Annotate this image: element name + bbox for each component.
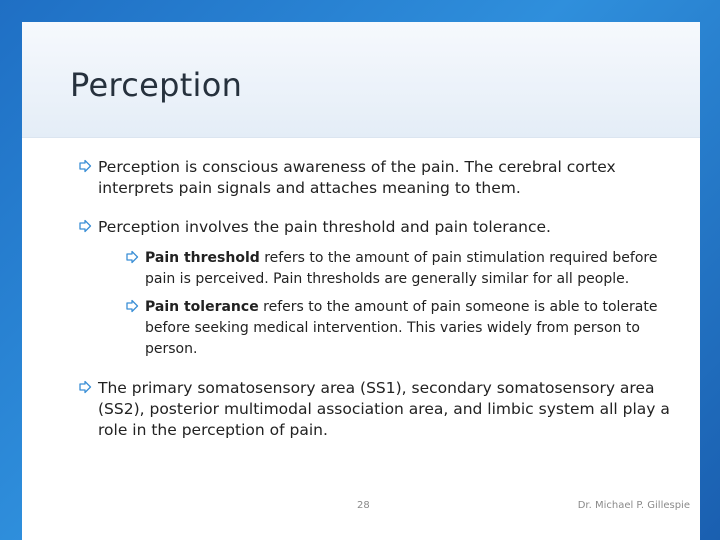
sub-bullet-list	[98, 248, 678, 360]
sub-bullet-text: refers to the amount of pain stimulation required before pain is perceived. Pain thresholds are generally similar for all people.	[145, 250, 658, 287]
term-text: Pain tolerance	[145, 299, 259, 315]
footer-author: Dr. Michael P. Gillespie	[577, 500, 690, 511]
bullet-item	[78, 217, 678, 360]
title-band	[22, 22, 700, 138]
slide-panel	[22, 22, 700, 540]
slide-title: Perception	[70, 66, 243, 104]
arrow-bullet-icon	[125, 250, 141, 266]
arrow-bullet-icon	[78, 159, 94, 175]
sub-bullet-item	[125, 297, 675, 360]
arrow-bullet-icon	[78, 380, 94, 396]
bullet-item	[78, 157, 678, 199]
bullet-text: Perception involves the pain threshold and pain tolerance.	[98, 218, 551, 236]
sub-bullet-item	[125, 248, 675, 290]
page-number: 28	[357, 500, 370, 511]
bullet-text: Perception is conscious awareness of the pain. The cerebral cortex interprets pain signals and attaches meaning to them.	[98, 158, 616, 197]
term-text: Pain threshold	[145, 250, 260, 266]
bullet-text: The primary somatosensory area (SS1), secondary somatosensory area (SS2), posterior multimodal association area, and limbic system all play a role in the perception of pain.	[98, 379, 670, 439]
bullet-item	[78, 378, 678, 441]
arrow-bullet-icon	[125, 299, 141, 315]
sub-bullet-text: refers to the amount of pain someone is able to tolerate before seeking medical intervention. This varies widely from person to person.	[145, 299, 658, 357]
bullet-list	[78, 157, 678, 459]
arrow-bullet-icon	[78, 219, 94, 235]
